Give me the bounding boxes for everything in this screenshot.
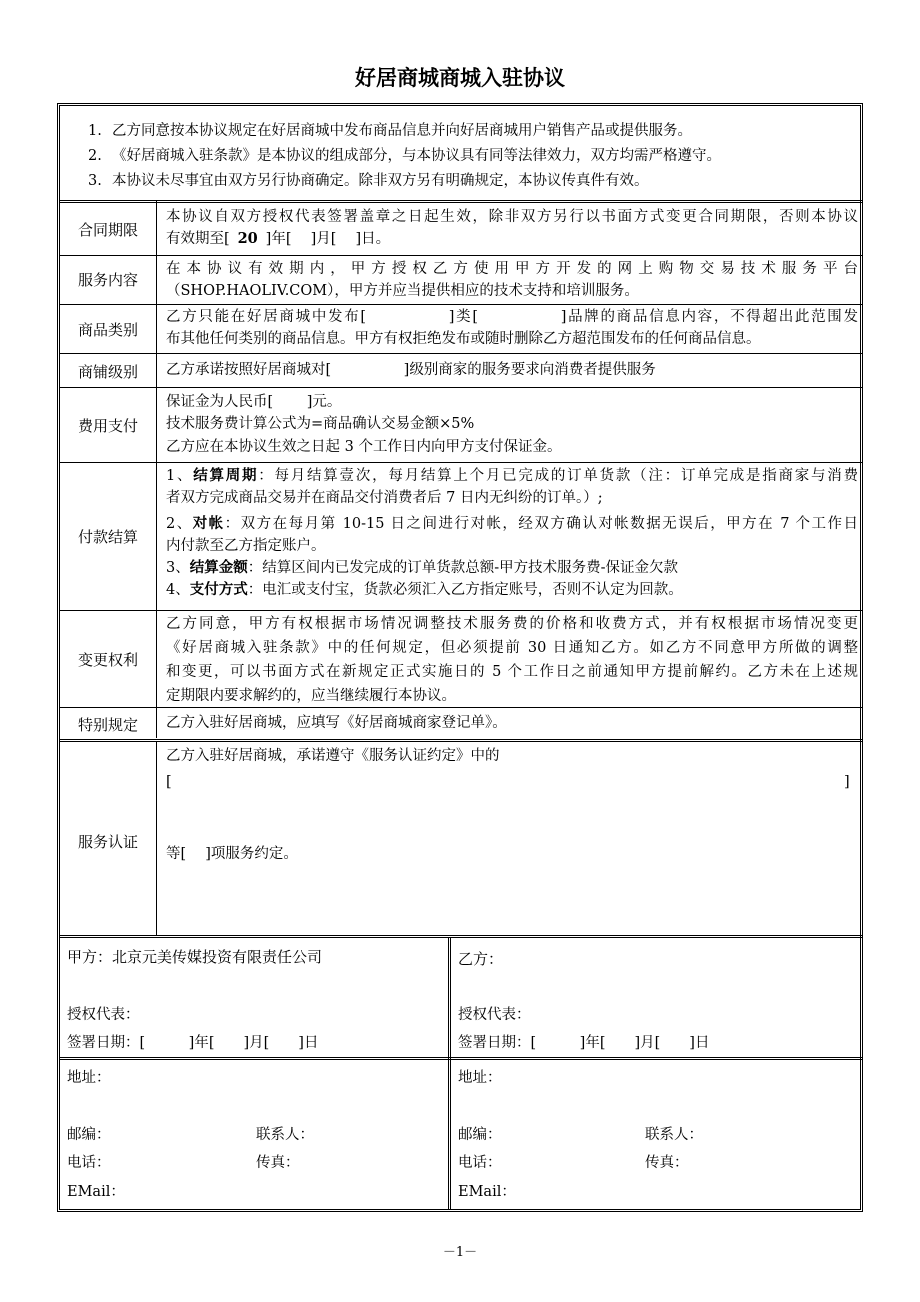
divider (60, 610, 862, 611)
certification-close-bracket: ] (844, 774, 850, 790)
special-text: 乙方入驻好居商城，应填写《好居商城商家登记单》。 (166, 715, 507, 731)
settlement-item2-cont: 内付款至乙方指定账户。 (166, 538, 326, 554)
contract-term-suffix: ]年[ ]月[ ]日。 (265, 231, 391, 247)
party-a-contact: 联系人： (256, 1127, 314, 1143)
intro-num: 3. (88, 173, 102, 189)
label-category: 商品类别 (77, 321, 138, 339)
category-line1: 乙方只能在好居商城中发布[ ]类[ ]品牌的商品信息内容，不得超出此范围发 (166, 309, 858, 325)
column-divider (156, 742, 157, 935)
settlement-item4-text: ：电汇或支付宝，货款必须汇入乙方指定账号，否则不认定为回款。 (247, 582, 683, 598)
party-a-fax: 传真： (256, 1155, 300, 1171)
fee-line3: 乙方应在本协议生效之日起 3 个工作日内向甲方支付保证金。 (166, 439, 562, 455)
party-b-sign-date: 签署日期：[ ]年[ ]月[ ]日 (458, 1035, 710, 1051)
settlement-item2-prefix: 2、 (166, 516, 193, 532)
settlement-item1-cont: 者双方完成商品交易并在商品交付消费者后 7 日内无纠纷的订单。）; (166, 490, 603, 506)
contract-term-line2 (166, 231, 390, 247)
settlement-item3-title: 结算金额 (189, 559, 248, 576)
intro-num: 1. (88, 123, 102, 139)
label-contract-term: 合同期限 (77, 221, 138, 239)
settlement-item4-prefix: 4、 (166, 582, 190, 598)
party-b-heading: 乙方： (458, 950, 504, 968)
divider (60, 255, 862, 256)
settlement-item1 (166, 465, 858, 487)
party-a-heading: 甲方：北京元美传媒投资有限责任公司 (67, 948, 323, 966)
settlement-item1-text: ：每月结算壹次，每月结算上个月已完成的订单货款（注：订单完成是指商家与消费 (258, 468, 859, 484)
document-title: 好居商城商城入驻协议 (355, 66, 565, 90)
certification-open-bracket: [ (166, 774, 172, 790)
party-b-representative: 授权代表： (458, 1007, 531, 1023)
divider (60, 462, 862, 463)
label-certification: 服务认证 (77, 833, 138, 851)
intro-item (88, 144, 721, 169)
settlement-item2-text: ：双方在每月第 10-15 日之间进行对帐，经双方确认对帐数据无误后，甲方在 7 个工作日 (224, 516, 858, 532)
party-a-postcode: 邮编： (67, 1127, 111, 1143)
column-divider (156, 201, 157, 738)
party-a-representative: 授权代表： (67, 1007, 140, 1023)
settlement-item4-title: 支付方式 (189, 581, 248, 598)
shop-level-text: 乙方承诺按照好居商城对[ ]级别商家的服务要求向消费者提供服务 (166, 362, 656, 378)
party-b-phone: 电话： (458, 1155, 502, 1171)
intro-item (88, 169, 721, 194)
label-service: 服务内容 (77, 271, 138, 289)
certification-line3: 等[ ]项服务约定。 (166, 846, 298, 862)
party-a-phone: 电话： (67, 1155, 111, 1171)
contract-term-line1: 本协议自双方授权代表签署盖章之日起生效，除非双方另行以书面方式变更合同期限，否则本协议 (166, 209, 858, 225)
divider (59, 1057, 863, 1060)
intro-list (88, 119, 721, 194)
label-special: 特别规定 (77, 716, 138, 734)
label-change: 变更权利 (77, 651, 138, 669)
intro-text: 本协议未尽事宜由双方另行协商确定。除非双方另有明确规定，本协议传真件有效。 (112, 173, 649, 189)
intro-text: 《好居商城入驻条款》是本协议的组成部分，与本协议具有同等法律效力，双方均需严格遵守。 (112, 148, 721, 164)
party-a-email: EMail： (67, 1184, 125, 1200)
settlement-item3 (166, 557, 858, 579)
settlement-item1-prefix: 1、 (166, 468, 194, 484)
settlement-item3-prefix: 3、 (166, 560, 190, 576)
party-b-email: EMail： (458, 1184, 516, 1200)
change-line3: 和变更，可以书面方式在新规定正式实施日的 5 个工作日之前通知甲方提前解约。乙方未在上述规 (166, 664, 858, 680)
label-shop-level: 商铺级别 (77, 363, 138, 381)
settlement-item2 (166, 513, 858, 535)
party-b-contact: 联系人： (645, 1127, 703, 1143)
service-text (166, 258, 858, 302)
divider (59, 935, 863, 938)
party-a-sign-date: 签署日期：[ ]年[ ]月[ ]日 (67, 1035, 319, 1051)
divider (59, 200, 863, 203)
intro-text: 乙方同意按本协议规定在好居商城中发布商品信息并向好居商城用户销售产品或提供服务。 (112, 123, 692, 139)
party-b-postcode: 邮编： (458, 1127, 502, 1143)
party-b-fax: 传真： (645, 1155, 689, 1171)
settlement-item1-title: 结算周期 (193, 467, 259, 484)
divider (60, 304, 862, 305)
category-text (166, 306, 858, 350)
party-b-address: 地址： (458, 1070, 502, 1086)
service-line2: （SHOP.HAOLIV.COM），甲方并应当提供相应的技术支持和培训服务。 (166, 283, 639, 299)
label-fee: 费用支付 (77, 417, 138, 435)
settlement-text (166, 465, 858, 601)
contract-term-text (166, 206, 858, 250)
certification-line1: 乙方入驻好居商城，承诺遵守《服务认证约定》中的 (166, 748, 500, 764)
settlement-item4 (166, 579, 858, 601)
divider (59, 739, 863, 742)
change-line2: 《好居商城入驻条款》中的任何规定，但必须提前 30 日通知乙方。如乙方不同意甲方所做的调整 (166, 640, 858, 656)
settlement-item3-text: ：结算区间内已发完成的订单货款总额-甲方技术服务费-保证金欠款 (247, 560, 679, 576)
column-divider (448, 938, 451, 1210)
service-line1: 在本协议有效期内，甲方授权乙方使用甲方开发的网上购物交易技术服务平台 (166, 261, 858, 277)
fee-line2: 技术服务费计算公式为=商品确认交易金额×5% (166, 416, 475, 432)
fee-line1: 保证金为人民币[ ]元。 (166, 394, 342, 410)
intro-num: 2. (88, 148, 102, 164)
divider (60, 387, 862, 388)
divider (60, 353, 862, 354)
contract-term-prefix: 有效期至[ (166, 231, 230, 247)
intro-item (88, 119, 721, 144)
label-settlement: 付款结算 (77, 528, 138, 546)
settlement-item2-title: 对帐 (192, 515, 225, 532)
change-line1: 乙方同意，甲方有权根据市场情况调整技术服务费的价格和收费方式，并有权根据市场情况变更 (166, 616, 858, 632)
change-line4: 定期限内要求解约的，应当继续履行本协议。 (166, 688, 456, 704)
page-number: －1－ (442, 1245, 478, 1260)
contract-term-year: 20 (237, 230, 258, 247)
change-text (166, 612, 858, 708)
party-a-address: 地址： (67, 1070, 111, 1086)
category-line2: 布其他任何类别的商品信息。甲方有权拒绝发布或随时删除乙方超范围发布的任何商品信息。 (166, 331, 761, 347)
